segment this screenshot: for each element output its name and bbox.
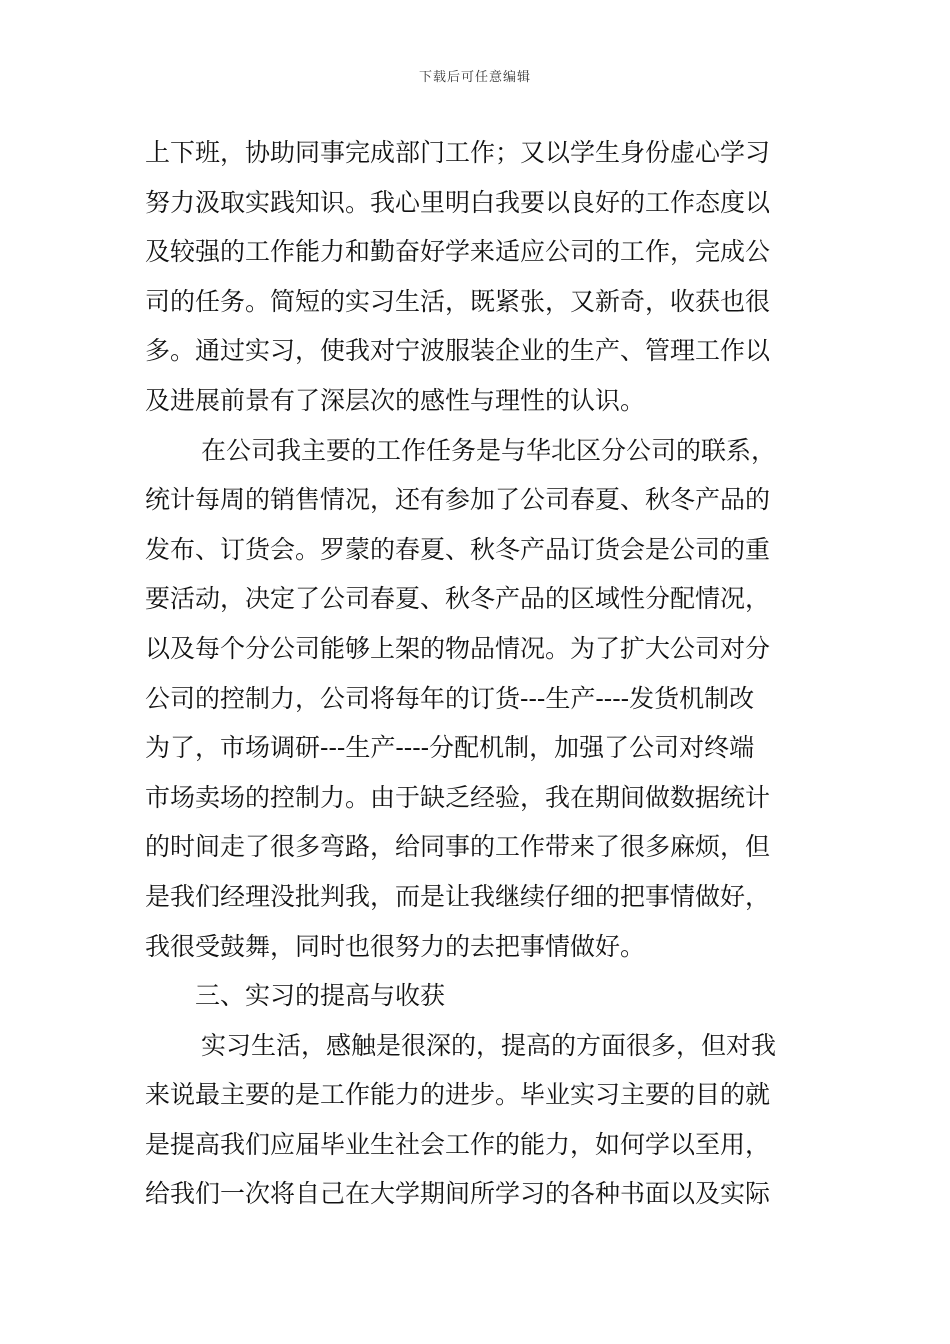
text-line: 是我们经理没批判我，而是让我继续仔细的把事情做好， <box>145 881 771 911</box>
text-line: 市场卖场的控制力。由于缺乏经验，我在期间做数据统计 <box>145 782 771 812</box>
text-line: 为了，市场调研---生产----分配机制，加强了公司对终端 <box>145 733 755 763</box>
text-line: 及较强的工作能力和勤奋好学来适应公司的工作，完成公 <box>145 237 771 267</box>
section-heading: 三、实习的提高与收获 <box>195 981 446 1011</box>
text-line: 要活动，决定了公司春夏、秋冬产品的区域性分配情况， <box>145 584 771 614</box>
page-header: 下载后可任意编辑 <box>418 70 531 85</box>
text-line: 司的任务。简短的实习生活，既紧张，又新奇，收获也很 <box>145 286 771 316</box>
text-line: 在公司我主要的工作任务是与华北区分公司的联系， <box>201 435 777 465</box>
text-line: 公司的控制力，公司将每年的订货---生产----发货机制改 <box>145 683 755 713</box>
document-body <box>145 128 810 1219</box>
text-line: 及进展前景有了深层次的感性与理性的认识。 <box>145 385 646 415</box>
text-line: 多。通过实习，使我对宁波服装企业的生产、管理工作以 <box>145 336 771 366</box>
text-line: 努力汲取实践知识。我心里明白我要以良好的工作态度以 <box>145 187 771 217</box>
text-line: 统计每周的销售情况，还有参加了公司春夏、秋冬产品的 <box>145 485 771 515</box>
text-line: 是提高我们应届毕业生社会工作的能力，如何学以至用， <box>145 1129 771 1159</box>
text-line: 我很受鼓舞，同时也很努力的去把事情做好。 <box>145 931 646 961</box>
text-line: 发布、订货会。罗蒙的春夏、秋冬产品订货会是公司的重 <box>145 534 771 564</box>
text-line: 给我们一次将自己在大学期间所学习的各种书面以及实际 <box>145 1179 771 1209</box>
text-line: 实习生活，感触是很深的，提高的方面很多，但对我 <box>201 1030 777 1060</box>
text-line: 以及每个分公司能够上架的物品情况。为了扩大公司对分 <box>145 633 771 663</box>
text-line: 来说最主要的是工作能力的进步。毕业实习主要的目的就 <box>145 1080 771 1110</box>
text-line: 的时间走了很多弯路，给同事的工作带来了很多麻烦，但 <box>145 832 771 862</box>
text-line: 上下班，协助同事完成部门工作；又以学生身份虚心学习 <box>145 138 771 167</box>
